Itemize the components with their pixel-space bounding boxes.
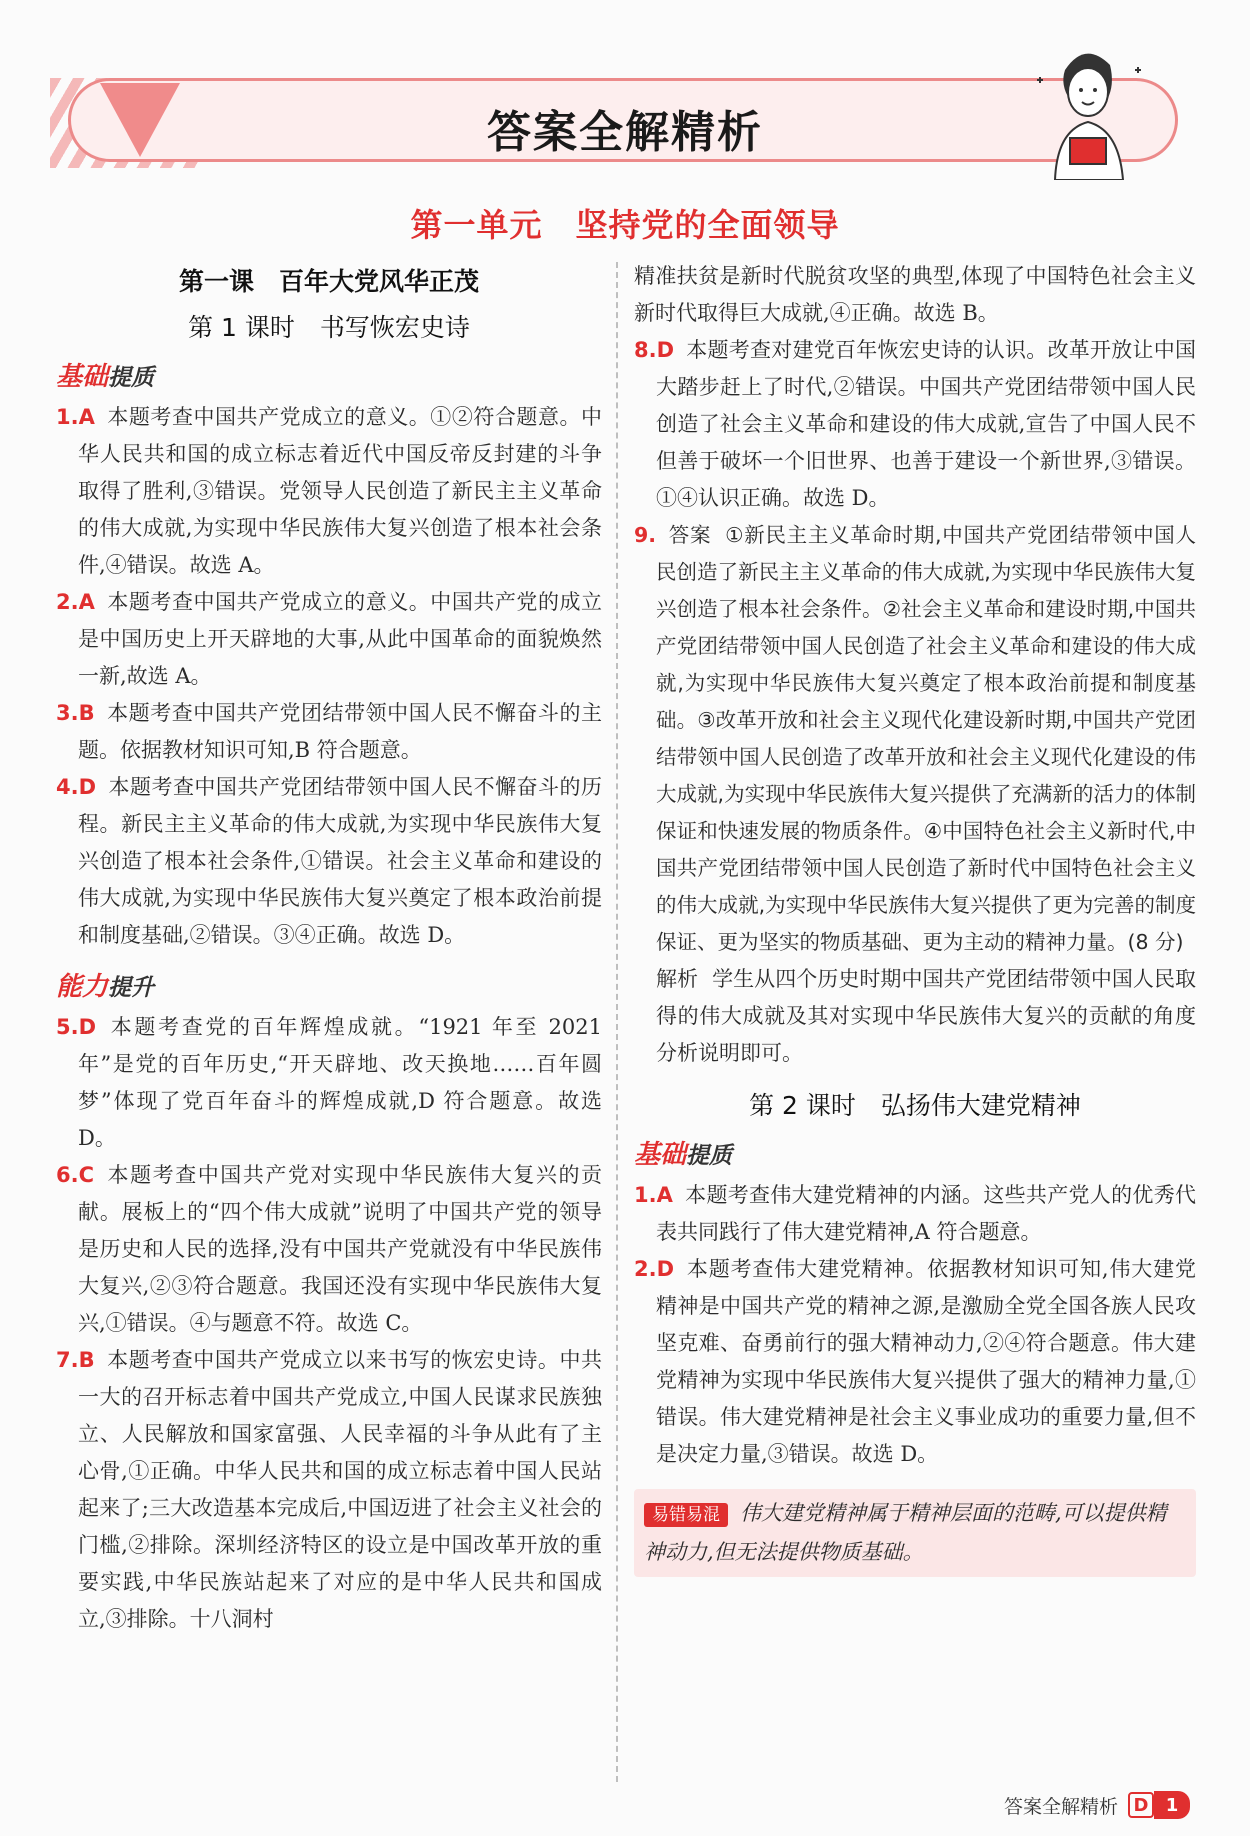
answer-item: 1.A 本题考查伟大建党精神的内涵。这些共产党人的优秀代表共同践行了伟大建党精神,A 符合题意。 bbox=[634, 1183, 1196, 1244]
answer-item-continued: 精准扶贫是新时代脱贫攻坚的典型,体现了中国特色社会主义新时代取得巨大成就,④正确。故选 B。 bbox=[634, 264, 1196, 325]
answer-item: 3.B 本题考查中国共产党团结带领中国人民不懈奋斗的主题。依据教材知识可知,B 符合题意。 bbox=[56, 701, 602, 762]
answer-item: 2.D 本题考查伟大建党精神。依据教材知识可知,伟大建党精神是中国共产党的精神之源,是激励全党全国各族人民攻坚克难、奋勇前行的强大精神动力,②④符合题意。伟大建党精神为实现中华民族伟大复兴提供了强大的精神力量,①错误。伟大建党精神是社会主义事业成功的重要力量,但不是决定力量,③错误。故选 D。 bbox=[634, 1257, 1196, 1466]
period-title: 第 1 课时 书写恢宏史诗 bbox=[188, 313, 470, 342]
page-number: 1 bbox=[1154, 1791, 1190, 1819]
footer-letter-badge: D bbox=[1128, 1792, 1154, 1818]
left-column bbox=[56, 258, 602, 1638]
page-title: 答案全解精析 bbox=[487, 107, 763, 158]
section-heading-ability: 能力提升 bbox=[56, 972, 155, 1002]
page-footer bbox=[1004, 1790, 1190, 1820]
answer-item: 1.A 本题考查中国共产党成立的意义。①②符合题意。中华人民共和国的成立标志着近代中国反帝反封建的斗争取得了胜利,③错误。党领导人民创造了新民主主义革命的伟大成就,为实现中华民族伟大复兴创造了根本社会条件,④错误。故选 A。 bbox=[56, 405, 602, 577]
right-column bbox=[634, 258, 1196, 1577]
answer-item: 4.D 本题考查中国共产党团结带领中国人民不懈奋斗的历程。新民主主义革命的伟大成就,为实现中华民族伟大复兴创造了根本社会条件,①错误。社会主义革命和建设的伟大成就,为实现中华民族伟大复兴奠定了根本政治前提和制度基础,②错误。③④正确。故选 D。 bbox=[56, 775, 602, 947]
answer-item: 6.C 本题考查中国共产党对实现中华民族伟大复兴的贡献。展板上的“四个伟大成就”说明了中国共产党的领导是历史和人民的选择,没有中国共产党就没有中华民族伟大复兴,②③符合题意。我国还没有实现中华民族伟大复兴,①错误。④与题意不符。故选 C。 bbox=[56, 1163, 602, 1335]
student-mascot-icon bbox=[1015, 30, 1155, 180]
section-heading-basic: 基础提质 bbox=[634, 1140, 733, 1170]
unit-title: 第一单元 坚持党的全面领导 bbox=[410, 206, 840, 244]
answer-item-essay: 9. 答案 ①新民主主义革命时期,中国共产党团结带领中国人民创造了新民主主义革命的伟大成就,为实现中华民族伟大复兴创造了根本社会条件。②社会主义革命和建设时期,中国共产党团结带领中国人民创造了社会主义革命和建设的伟大成就,为实现中华民族伟大复兴奠定了根本政治前提和制度基础。③改革开放和社会主义现代化建设新时期,中国共产党团结带领中国人民创造了改革开放和社会主义现代化建设的伟大成就,为实现中华民族伟大复兴提供了充满新的活力的体制保证和快速发展的物质条件。④中国特色社会主义新时代,中国共产党团结带领中国人民创造了新时代中国特色社会主义的伟大成就,为实现中华民族伟大复兴提供了更为完善的制度保证、更为坚实的物质基础、更为主动的精神力量。(8 分) bbox=[634, 523, 1196, 954]
section-heading-basic: 基础提质 bbox=[56, 362, 155, 392]
answer-item: 5.D 本题考查党的百年辉煌成就。“1921 年至 2021 年”是党的百年历史,“开天辟地、改天换地……百年圆梦”体现了党百年奋斗的辉煌成就,D 符合题意。故选 D。 bbox=[56, 1015, 602, 1150]
tip-tag: 易错易混 bbox=[644, 1503, 728, 1527]
lesson-title: 第一课 百年大党风华正茂 bbox=[178, 267, 479, 296]
footer-label: 答案全解精析 bbox=[1003, 1795, 1118, 1818]
answer-item: 8.D 本题考查对建党百年恢宏史诗的认识。改革开放让中国大踏步赶上了时代,②错误。中国共产党团结带领中国人民创造了社会主义革命和建设的伟大成就,宣告了中国人民不但善于破坏一个旧世界、也善于建设一个新世界,③错误。①④认识正确。故选 D。 bbox=[634, 338, 1196, 510]
period-title: 第 2 课时 弘扬伟大建党精神 bbox=[749, 1091, 1081, 1120]
common-mistake-tip: 易错易混 伟大建党精神属于精神层面的范畴,可以提供精神动力,但无法提供物质基础。 bbox=[634, 1489, 1196, 1577]
column-divider bbox=[616, 262, 618, 1782]
answer-item: 7.B 本题考查中国共产党成立以来书写的恢宏史诗。中共一大的召开标志着中国共产党成立,中国人民谋求民族独立、人民解放和国家富强、人民幸福的斗争从此有了主心骨,①正确。中华人民共和国的成立标志着中国人民站起来了;三大改造基本完成后,中国迈进了社会主义社会的门槛,②排除。深圳经济特区的设立是中国改革开放的重要实践,中华民族站起来了对应的是中华人民共和国成立,③排除。十八洞村 bbox=[56, 1348, 602, 1631]
answer-item: 2.A 本题考查中国共产党成立的意义。中国共产党的成立是中国历史上开天辟地的大事,从此中国革命的面貌焕然一新,故选 A。 bbox=[56, 590, 602, 688]
analysis-note: 解析 学生从四个历史时期中国共产党团结带领中国人民取得的伟大成就及其对实现中华民族伟大复兴的贡献的角度分析说明即可。 bbox=[656, 967, 1197, 1065]
